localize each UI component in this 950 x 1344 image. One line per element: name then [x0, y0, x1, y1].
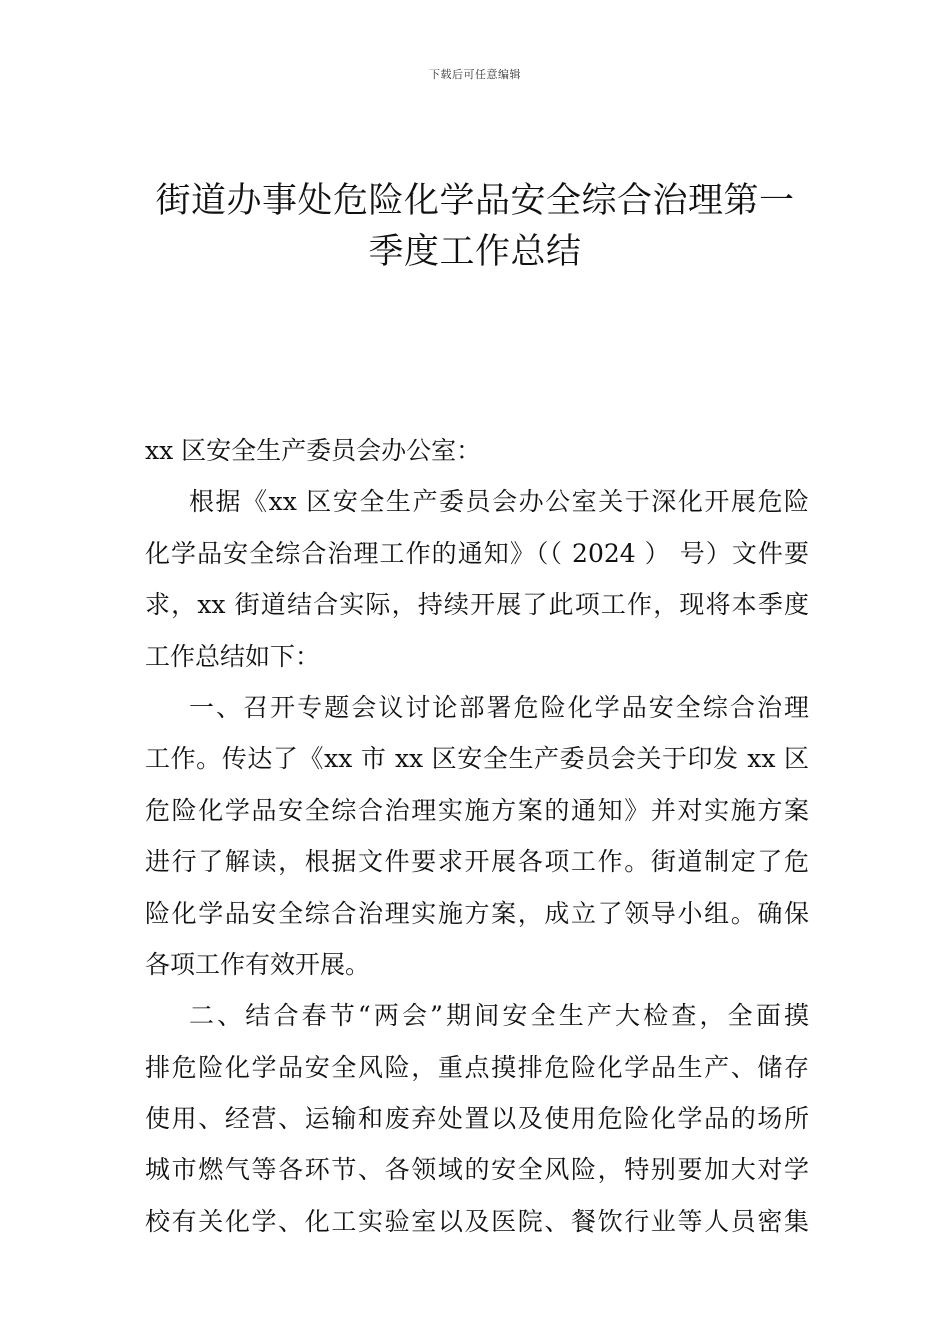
header-note: 下载后可任意编辑	[429, 68, 521, 81]
document-title	[130, 176, 820, 278]
paragraph-line: 险化学品安全综合治理实施方案，成立了领导小组。确保	[145, 898, 809, 928]
paragraph-line: 城市燃气等各环节、各领域的安全风险，特别要加大对学	[145, 1155, 809, 1185]
salutation: xx 区安全生产委员会办公室：	[145, 436, 482, 465]
paragraph-line: 危险化学品安全综合治理实施方案的通知》并对实施方案	[145, 795, 809, 825]
paragraph-line: 二、结合春节“两会”期间安全生产大检查，全面摸	[189, 1001, 809, 1031]
paragraph-line: 使用、经营、运输和废弃处置以及使用危险化学品的场所	[145, 1104, 809, 1134]
paragraph-line: 工作总结如下：	[145, 641, 321, 671]
title-line-1: 街道办事处危险化学品安全综合治理第一	[155, 181, 795, 221]
paragraph-line: 排危险化学品安全风险，重点摸排危险化学品生产、储存	[145, 1052, 809, 1082]
paragraph-line: 校有关化学、化工实验室以及医院、餐饮行业等人员密集	[145, 1206, 809, 1236]
paragraph-1	[145, 476, 809, 682]
paragraph-line: 工作。传达了《xx 市 xx 区安全生产委员会关于印发 xx 区	[145, 744, 809, 774]
title-line-2: 季度工作总结	[368, 232, 582, 272]
paragraph-line: 求，xx 街道结合实际，持续开展了此项工作，现将本季度	[145, 590, 809, 620]
paragraph-2	[145, 682, 809, 990]
paragraph-line: 各项工作有效开展。	[145, 949, 371, 979]
document-body	[145, 425, 809, 1247]
paragraph-3	[145, 990, 809, 1247]
paragraph-line: 进行了解读，根据文件要求开展各项工作。街道制定了危	[145, 847, 809, 877]
paragraph-line: 根据《xx 区安全生产委员会办公室关于深化开展危险	[189, 487, 809, 517]
paragraph-line: 一、召开专题会议讨论部署危险化学品安全综合治理	[189, 692, 809, 722]
paragraph-line: 化学品安全综合治理工作的通知》（（ 2024 ） 号）文件要	[145, 538, 809, 568]
